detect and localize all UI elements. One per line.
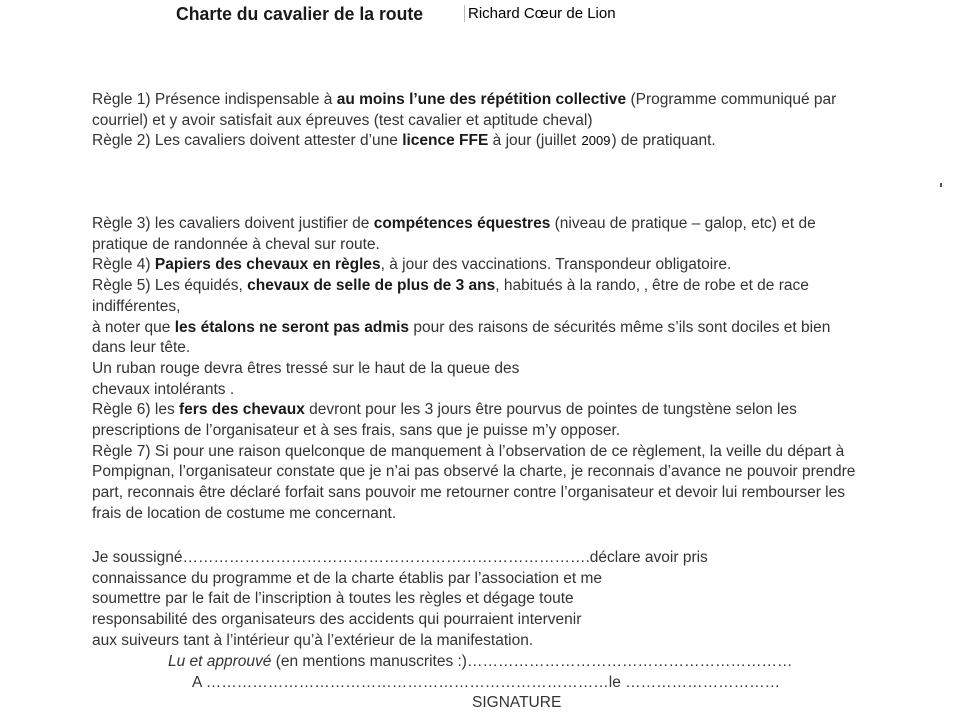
text-run: pratique de randonnée à cheval sur route. [92,235,380,253]
rule-line [92,462,855,483]
rule-line [92,276,855,297]
approval-rest: (en mentions manuscrites :)……………………………………………………… [271,653,793,670]
declaration-line: connaissance du programme et de la charte établis par l’association et me [92,569,603,587]
text-run: (Programme communiqué par [626,91,837,108]
rule-line [92,442,855,463]
bold-phrase: au moins l’une des répétition collective [336,91,627,108]
text-run: courriel) et y avoir satisfait aux épreuves (test cavalier et aptitude cheval) [92,111,593,129]
rule-line [92,255,855,276]
text-run: pour des raisons de sécurités même s’ils sont dociles et bien [409,318,831,336]
rule-line [92,504,855,525]
declaration-line: soumettre par le fait de l’inscription à toutes les règles et dégage toute [92,590,574,608]
bold-phrase: chevaux de selle de plus de 3 ans [247,277,496,295]
place-date-line: A ……………………………………………………………………le ………………………… [192,674,781,691]
text-run: Pompignan, l’organisateur constate que je n’ai pas observé la charte, je reconnais d’avance ne pouvoir prendre [92,463,856,481]
rule-2-line-1 [92,131,836,152]
declaration-line: responsabilité des organisateurs des accidents qui pourraient intervenir [92,611,582,629]
rule-1-line-2 [92,111,836,132]
title-row [176,4,616,30]
text-run: Règle 5) Les équidés, [92,277,248,295]
rules-3-7 [92,214,855,525]
rule-1-line-1 [92,90,836,111]
rule-line [92,359,855,380]
bold-phrase: licence FFE [402,132,489,150]
text-run: indifférentes, [92,297,181,315]
rule-line [92,235,855,256]
rule-line [92,297,855,318]
text-run: , à jour des vaccinations. Transpondeur obligatoire. [380,256,732,274]
text-run: chevaux intolérants . [92,380,235,398]
declaration-line: Je soussigné…………………………………………………………………….déclare avoir pris [92,549,708,566]
bold-phrase: Papiers des chevaux en règles [154,256,381,274]
text-run: Un ruban rouge devra êtres tressé sur le haut de la queue des [92,359,520,377]
text-run: Règle 7) Si pour une raison quelconque de manquement à l’observation de ce règlement, la veille du départ à [92,442,845,460]
text-run: ) de pratiquant. [611,132,716,150]
bold-phrase: les étalons ne seront pas admis [174,318,410,336]
bold-phrase: fers des chevaux [179,401,305,419]
text-run: (niveau de pratique – galop, etc) et de [550,215,816,232]
rule-line [92,421,855,442]
text-run: à jour (juillet [488,132,581,150]
signature-label: SIGNATURE [472,694,562,711]
stray-mark [940,183,942,187]
text-run: Règle 6) les [92,401,180,419]
bold-phrase: compétences équestres [373,215,551,232]
text-run: devront pour les 3 jours être pourvus de pointes de tungstène selon les [304,401,797,419]
text-run: dans leur tête. [92,339,191,357]
rules-1-2 [92,90,836,152]
approval-line [168,653,792,671]
title-insert-label: Richard Cœur de Lion [464,5,619,22]
rule-line [92,400,855,421]
text-run: Règle 1) Présence indispensable à [92,91,337,108]
page-title: Charte du cavalier de la route [176,4,424,24]
text-run: , habitués à la rando, ‚ être de robe et de race [495,277,809,295]
text-run: Règle 4) [92,256,155,274]
rule-line [92,214,855,235]
text-run: Règle 3) les cavaliers doivent justifier de [92,215,374,232]
approval-italic: Lu et approuvé [168,653,272,670]
year-insert: 2009 [581,133,611,149]
rule-line [92,318,855,339]
text-run: Règle 2) Les cavaliers doivent attester d’une [92,132,403,150]
rule-line [92,380,855,401]
declaration-line: aux suiveurs tant à l’intérieur qu’à l’extérieur de la manifestation. [92,631,534,649]
text-run: part, reconnais être déclaré forfait sans pouvoir me retourner contre l’organisateur et devoir lui rembourser les [92,484,845,502]
rule-line [92,483,855,504]
rule-line [92,338,855,359]
declaration-block [92,548,708,652]
text-run: à noter que [92,318,175,336]
text-run: prescriptions de l’organisateur et à ses frais, sans que je puisse m’y opposer. [92,422,621,440]
text-run: frais de location de costume me concernant. [92,504,397,522]
